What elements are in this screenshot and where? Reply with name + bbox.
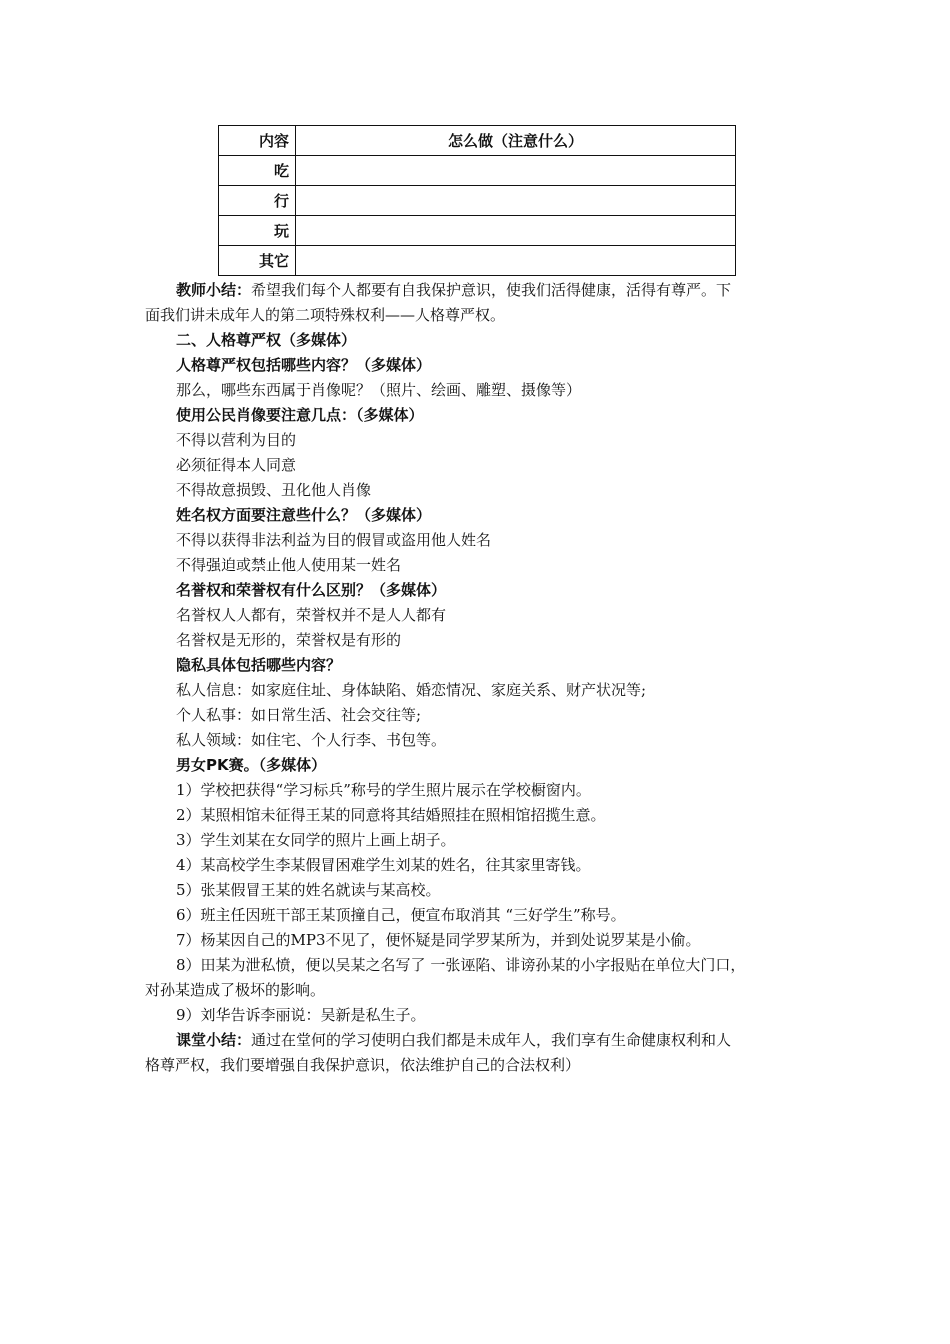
safety-table bbox=[218, 125, 736, 276]
table-row bbox=[219, 246, 736, 276]
class-summary-label: 课堂小结： bbox=[176, 1031, 252, 1049]
paragraph: 私人领域：如住宅、个人行李、书包等。 bbox=[176, 731, 447, 749]
case-item: 6）班主任因班干部王某顶撞自己，便宣布取消其 “三好学生”称号。 bbox=[176, 906, 626, 924]
section-heading: 二、人格尊严权（多媒体） bbox=[176, 331, 357, 349]
table-header-cell: 内容 bbox=[219, 126, 296, 156]
case-item: 4）某高校学生李某假冒困难学生刘某的姓名，往其家里寄钱。 bbox=[176, 856, 591, 874]
question-heading: 隐私具体包括哪些内容？ bbox=[176, 656, 342, 674]
case-item: 7）杨某因自己的MP3不见了，便怀疑是同学罗某所为，并到处说罗某是小偷。 bbox=[176, 931, 701, 949]
case-item: 3）学生刘某在女同学的照片上画上胡子。 bbox=[176, 831, 456, 849]
table-row bbox=[219, 156, 736, 186]
paragraph: 不得故意损毁、丑化他人肖像 bbox=[176, 481, 372, 499]
case-item: 5）张某假冒王某的姓名就读与某高校。 bbox=[176, 881, 441, 899]
document-body bbox=[145, 278, 805, 1078]
table-row-cell bbox=[296, 246, 736, 276]
table-row-label: 行 bbox=[219, 186, 296, 216]
paragraph: 私人信息：如家庭住址、身体缺陷、婚恋情况、家庭关系、财产状况等; bbox=[176, 681, 647, 699]
paragraph: 那么，哪些东西属于肖像呢？（照片、绘画、雕塑、摄像等） bbox=[176, 381, 582, 399]
teacher-summary-cont: 面我们讲未成年人的第二项特殊权利——人格尊严权。 bbox=[145, 306, 506, 324]
paragraph: 名誉权是无形的，荣誉权是有形的 bbox=[176, 631, 402, 649]
case-item: 1）学校把获得“学习标兵”称号的学生照片展示在学校橱窗内。 bbox=[176, 781, 591, 799]
case-item: 2）某照相馆未征得王某的同意将其结婚照挂在照相馆招揽生意。 bbox=[176, 806, 606, 824]
paragraph: 名誉权人人都有，荣誉权并不是人人都有 bbox=[176, 606, 447, 624]
table-row-label: 吃 bbox=[219, 156, 296, 186]
question-heading: 名誉权和荣誉权有什么区别？（多媒体） bbox=[176, 581, 447, 599]
paragraph: 不得以营利为目的 bbox=[176, 431, 297, 449]
paragraph: 不得以获得非法利益为目的假冒或盗用他人姓名 bbox=[176, 531, 492, 549]
table-row-label: 其它 bbox=[219, 246, 296, 276]
class-summary bbox=[145, 1028, 805, 1053]
table-header-cell: 怎么做（注意什么） bbox=[296, 126, 736, 156]
class-summary-text: 通过在堂何的学习使明白我们都是未成年人，我们享有生命健康权利和人 bbox=[251, 1031, 732, 1049]
teacher-summary bbox=[145, 278, 805, 303]
case-item: 8）田某为泄私愤，便以吴某之名写了 一张诬陷、诽谤孙某的小字报贴在单位大门口， bbox=[176, 956, 746, 974]
table-row bbox=[219, 186, 736, 216]
teacher-summary-label: 教师小结： bbox=[176, 281, 252, 299]
question-heading: 使用公民肖像要注意几点：（多媒体） bbox=[176, 406, 424, 424]
class-summary-cont: 格尊严权，我们要增强自我保护意识，依法维护自己的合法权利） bbox=[145, 1056, 581, 1074]
table-row-cell bbox=[296, 216, 736, 246]
question-heading: 姓名权方面要注意些什么？（多媒体） bbox=[176, 506, 432, 524]
question-heading: 人格尊严权包括哪些内容？（多媒体） bbox=[176, 356, 432, 374]
table-row-cell bbox=[296, 186, 736, 216]
paragraph: 必须征得本人同意 bbox=[176, 456, 297, 474]
table-header-row bbox=[219, 126, 736, 156]
case-item: 9）刘华告诉李丽说：吴新是私生子。 bbox=[176, 1006, 426, 1024]
paragraph: 个人私事：如日常生活、社会交往等; bbox=[176, 706, 422, 724]
table-row-cell bbox=[296, 156, 736, 186]
case-item-cont: 对孙某造成了极坏的影响。 bbox=[145, 981, 326, 999]
table-row bbox=[219, 216, 736, 246]
table-row-label: 玩 bbox=[219, 216, 296, 246]
question-heading: 男女PK赛。（多媒体） bbox=[176, 756, 327, 774]
teacher-summary-text: 希望我们每个人都要有自我保护意识，使我们活得健康，活得有尊严。下 bbox=[251, 281, 732, 299]
paragraph: 不得强迫或禁止他人使用某一姓名 bbox=[176, 556, 402, 574]
